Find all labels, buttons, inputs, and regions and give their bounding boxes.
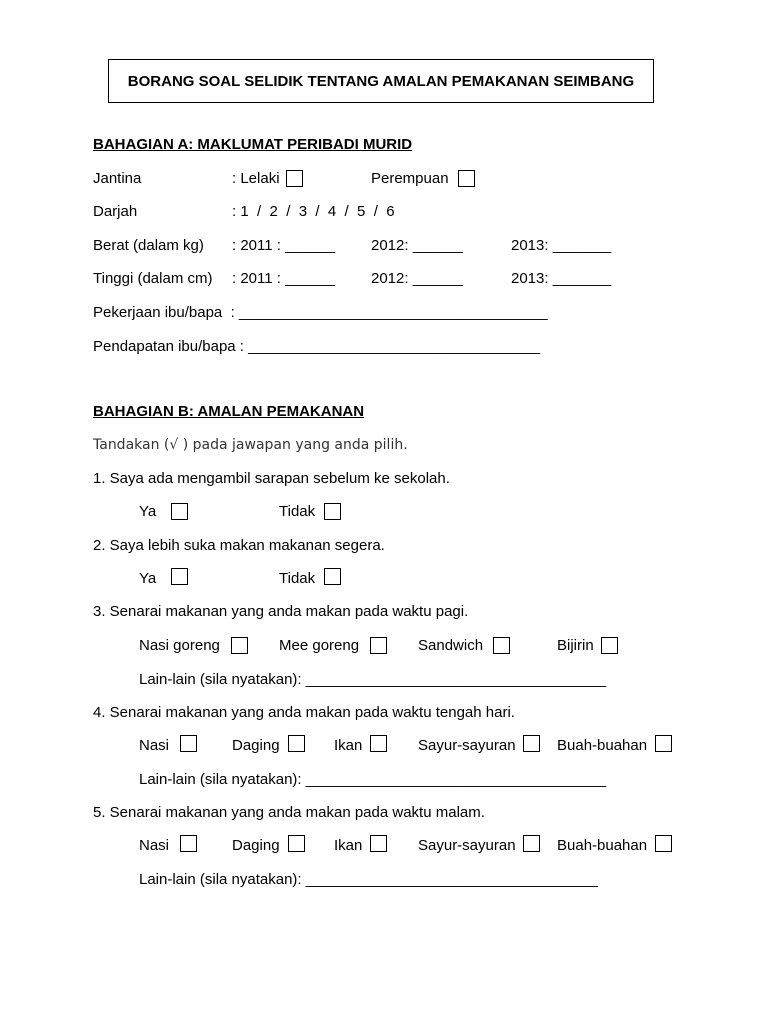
berat-2013-field[interactable]: 2013: _______: [511, 237, 612, 254]
question-5: 5. Senarai makanan yang anda makan pada waktu malam.: [93, 804, 485, 821]
q3-option-label: Bijirin: [557, 637, 594, 654]
question-4: 4. Senarai makanan yang anda makan pada waktu tengah hari.: [93, 704, 515, 721]
lelaki-checkbox[interactable]: [286, 170, 303, 187]
perempuan-checkbox[interactable]: [458, 170, 475, 187]
pendapatan-field[interactable]: Pendapatan ibu/bapa : ___________________________________: [93, 338, 541, 355]
tinggi-2013-field[interactable]: 2013: _______: [511, 270, 612, 287]
q4-daging-checkbox[interactable]: [288, 735, 305, 752]
q5-option-label: Ikan: [334, 837, 363, 854]
q4-sayur-checkbox[interactable]: [523, 735, 540, 752]
section-b-heading: BAHAGIAN B: AMALAN PEMAKANAN: [93, 403, 365, 420]
jantina-lelaki-label: : Lelaki: [232, 170, 280, 187]
q3-sandwich-checkbox[interactable]: [493, 637, 510, 654]
question-3: 3. Senarai makanan yang anda makan pada waktu pagi.: [93, 603, 469, 620]
pekerjaan-field[interactable]: Pekerjaan ibu/bapa : _____________________________________: [93, 304, 548, 321]
q1-tidak-checkbox[interactable]: [324, 503, 341, 520]
q2-tidak-label: Tidak: [279, 570, 316, 587]
q5-option-label: Sayur-sayuran: [418, 837, 516, 854]
q5-option-label: Nasi: [139, 837, 170, 854]
q4-option-label: Buah-buahan: [557, 737, 648, 754]
q4-buah-checkbox[interactable]: [655, 735, 672, 752]
q5-other-field[interactable]: Lain-lain (sila nyatakan): ___________________________________: [139, 871, 598, 888]
q5-nasi-checkbox[interactable]: [180, 835, 197, 852]
q5-daging-checkbox[interactable]: [288, 835, 305, 852]
darjah-options[interactable]: : 1 / 2 / 3 / 4 / 5 / 6: [232, 203, 395, 220]
q2-ya-checkbox[interactable]: [171, 568, 188, 585]
q4-option-label: Nasi: [139, 737, 170, 754]
q4-option-label: Ikan: [334, 737, 363, 754]
tinggi-2011-field[interactable]: : 2011 : ______: [232, 270, 336, 287]
q5-sayur-checkbox[interactable]: [523, 835, 540, 852]
q5-option-label: Daging: [232, 837, 280, 854]
q4-nasi-checkbox[interactable]: [180, 735, 197, 752]
q1-ya-checkbox[interactable]: [171, 503, 188, 520]
q5-option-label: Buah-buahan: [557, 837, 648, 854]
q3-option-label: Mee goreng: [279, 637, 360, 654]
q2-ya-label: Ya: [139, 570, 157, 587]
q3-other-field[interactable]: Lain-lain (sila nyatakan): ____________________________________: [139, 671, 607, 688]
q3-mee-goreng-checkbox[interactable]: [370, 637, 387, 654]
form-title: BORANG SOAL SELIDIK TENTANG AMALAN PEMAKANAN SEIMBANG: [108, 59, 654, 103]
jantina-perempuan-label: Perempuan: [371, 170, 449, 187]
berat-2012-field[interactable]: 2012: ______: [371, 237, 463, 254]
question-1: 1. Saya ada mengambil sarapan sebelum ke sekolah.: [93, 470, 450, 487]
q3-bijirin-checkbox[interactable]: [601, 637, 618, 654]
q5-ikan-checkbox[interactable]: [370, 835, 387, 852]
q5-buah-checkbox[interactable]: [655, 835, 672, 852]
berat-label: Berat (dalam kg): [93, 237, 204, 254]
q3-nasi-goreng-checkbox[interactable]: [231, 637, 248, 654]
q4-ikan-checkbox[interactable]: [370, 735, 387, 752]
q4-option-label: Daging: [232, 737, 280, 754]
q3-option-label: Nasi goreng: [139, 637, 220, 654]
q4-other-field[interactable]: Lain-lain (sila nyatakan): ____________________________________: [139, 771, 607, 788]
berat-2011-field[interactable]: : 2011 : ______: [232, 237, 336, 254]
q1-ya-label: Ya: [139, 503, 157, 520]
darjah-label: Darjah: [93, 203, 138, 220]
q2-tidak-checkbox[interactable]: [324, 568, 341, 585]
section-a-heading: BAHAGIAN A: MAKLUMAT PERIBADI MURID: [93, 136, 413, 153]
q4-option-label: Sayur-sayuran: [418, 737, 516, 754]
q3-option-label: Sandwich: [418, 637, 484, 654]
q1-tidak-label: Tidak: [279, 503, 316, 520]
jantina-label: Jantina: [93, 170, 142, 187]
tinggi-2012-field[interactable]: 2012: ______: [371, 270, 463, 287]
question-2: 2. Saya lebih suka makan makanan segera.: [93, 537, 385, 554]
tinggi-label: Tinggi (dalam cm): [93, 270, 213, 287]
instruction-text: Tandakan (√ ) pada jawapan yang anda pilih.: [93, 437, 408, 453]
